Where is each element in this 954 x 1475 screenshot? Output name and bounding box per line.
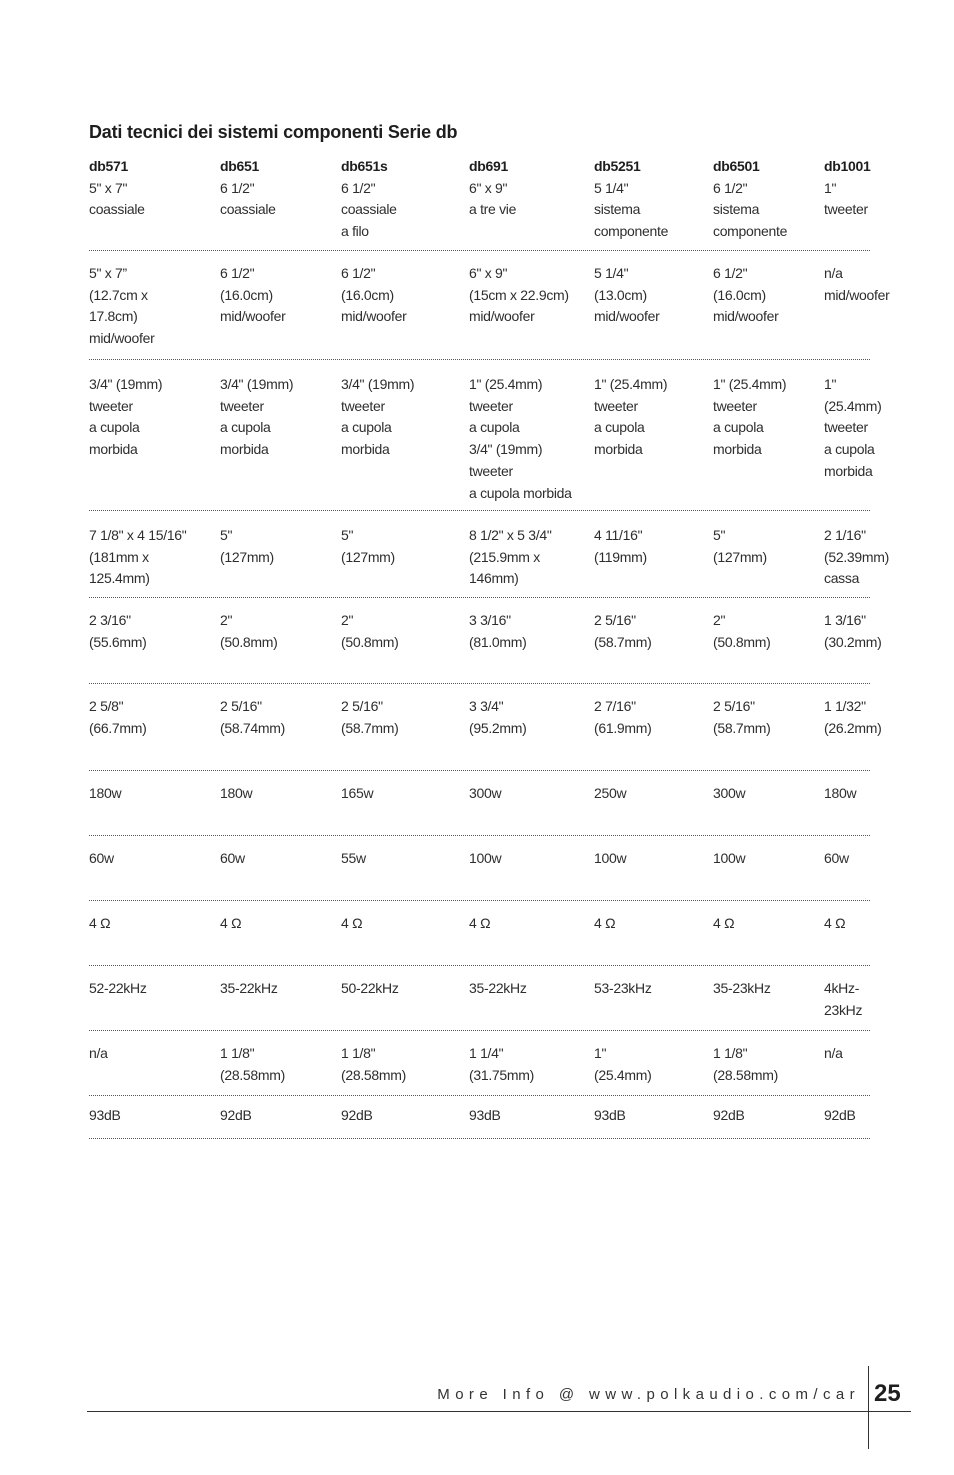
table-cell: 1" (25.4mm) (594, 1045, 652, 1083)
model-name: db6501 (713, 158, 760, 174)
table-cell: n/a (89, 1045, 108, 1061)
table-cell: 1 1/8" (28.58mm) (713, 1045, 778, 1083)
table-cell: 1 1/32" (26.2mm) (824, 698, 882, 736)
table-row (89, 771, 870, 836)
table-cell: 3/4" (19mm) tweeter a cupola morbida (220, 376, 294, 458)
table-cell: 6" x 9" (15cm x 22.9cm) mid/woofer (469, 265, 569, 325)
table-cell: 100w (713, 850, 746, 866)
table-cell: 3/4" (19mm) tweeter a cupola morbida (89, 376, 163, 458)
table-cell: 35-22kHz (220, 980, 278, 996)
model-desc: 1" tweeter (824, 179, 868, 218)
table-cell: 3/4" (19mm) tweeter a cupola morbida (341, 376, 415, 458)
model-desc: 6 1/2" coassiale (220, 179, 276, 218)
table-cell: 4kHz-23kHz (824, 980, 863, 1018)
table-row (89, 511, 889, 598)
table-cell: 1" (25.4mm) tweeter a cupola morbida (594, 376, 668, 458)
table-row (89, 1031, 870, 1096)
table-cell: 93dB (469, 1107, 501, 1123)
table-cell: 4 Ω (220, 915, 242, 931)
table-cell: 60w (824, 850, 849, 866)
table-cell: 92dB (341, 1107, 373, 1123)
table-cell: 2 7/16" (61.9mm) (594, 698, 652, 736)
model-desc: 6 1/2" coassiale a filo (341, 179, 397, 240)
table-cell: 250w (594, 785, 627, 801)
model-desc: 6" x 9" a tre vie (469, 179, 517, 218)
spec-table (89, 154, 904, 1139)
table-cell: 2 3/16" (55.6mm) (89, 612, 147, 650)
table-cell: 4 Ω (824, 915, 846, 931)
table-cell: 6 1/2" (16.0cm) mid/woofer (713, 265, 779, 325)
model-name: db5251 (594, 158, 641, 174)
table-cell: 93dB (89, 1107, 121, 1123)
table-cell: 92dB (824, 1107, 856, 1123)
table-cell: 180w (220, 785, 253, 801)
table-cell: 4 Ω (341, 915, 363, 931)
model-desc: 6 1/2" sistema componente (713, 179, 788, 240)
model-name: db651 (220, 158, 259, 174)
table-cell: 6 1/2" (16.0cm) mid/woofer (341, 265, 407, 325)
table-cell: 5 1/4" (13.0cm) mid/woofer (594, 265, 660, 325)
model-desc: 5" x 7" coassiale (89, 179, 145, 218)
table-cell: 5" x 7” (12.7cm x 17.8cm) mid/woofer (89, 265, 155, 347)
page-number: 25 (874, 1380, 901, 1407)
table-cell: 1" (25.4mm) tweeter a cupola morbida (713, 376, 787, 458)
footer-divider (868, 1366, 869, 1449)
table-cell: 100w (469, 850, 502, 866)
table-cell: 60w (89, 850, 114, 866)
table-cell: 52-22kHz (89, 980, 147, 996)
table-cell: 5" (127mm) (341, 527, 395, 565)
table-cell: 2 5/16" (58.7mm) (594, 612, 652, 650)
table-cell: 7 1/8" x 4 15/16" (181mm x 125.4mm) (89, 527, 187, 587)
footer-rule (87, 1411, 911, 1412)
table-cell: 1 1/4" (31.75mm) (469, 1045, 534, 1083)
table-cell: 165w (341, 785, 374, 801)
table-cell: 3 3/4" (95.2mm) (469, 698, 527, 736)
table-cell: 4 Ω (89, 915, 111, 931)
table-cell: 53-23kHz (594, 980, 652, 996)
table-cell: 2 1/16" (52.39mm) cassa (824, 527, 889, 587)
table-row (89, 901, 870, 966)
table-cell: 55w (341, 850, 366, 866)
header-cell (469, 156, 516, 221)
table-cell: 6 1/2" (16.0cm) mid/woofer (220, 265, 286, 325)
table-cell: 2 5/8" (66.7mm) (89, 698, 147, 736)
header-cell (824, 156, 870, 221)
model-name: db571 (89, 158, 128, 174)
table-cell: 300w (469, 785, 502, 801)
table-cell: 1 1/8" (28.58mm) (341, 1045, 406, 1083)
table-cell: 35-22kHz (469, 980, 527, 996)
table-cell: 60w (220, 850, 245, 866)
table-cell: 2" (50.8mm) (713, 612, 771, 650)
table-cell: 180w (824, 785, 857, 801)
table-cell: 2 5/16" (58.74mm) (220, 698, 285, 736)
table-row (89, 360, 882, 511)
table-cell: 4 Ω (594, 915, 616, 931)
table-cell: 3 3/16" (81.0mm) (469, 612, 527, 650)
table-cell: 1 3/16" (30.2mm) (824, 612, 882, 650)
table-cell: 8 1/2" x 5 3/4" (215.9mm x 146mm) (469, 527, 552, 587)
table-cell: 5" (127mm) (220, 527, 274, 565)
table-cell: 4 Ω (713, 915, 735, 931)
table-cell: 2" (50.8mm) (220, 612, 278, 650)
table-cell: 4 Ω (469, 915, 491, 931)
table-cell: 50-22kHz (341, 980, 399, 996)
table-row (89, 684, 882, 771)
table-cell: n/a mid/woofer (824, 265, 890, 303)
header-cell (89, 156, 145, 221)
header-cell (341, 156, 397, 243)
header-cell (713, 156, 787, 243)
table-cell: 5" (127mm) (713, 527, 767, 565)
table-row (89, 1096, 870, 1139)
table-cell: 2 5/16" (58.7mm) (713, 698, 771, 736)
table-cell: 1" (25.4mm) tweeter a cupola 3/4" (19mm) tweeter a cupola morbida (469, 376, 572, 501)
table-cell: 180w (89, 785, 122, 801)
model-name: db691 (469, 158, 508, 174)
table-cell: 1 1/8" (28.58mm) (220, 1045, 285, 1083)
table-cell: 35-23kHz (713, 980, 771, 996)
header-row (89, 154, 870, 251)
page-title: Dati tecnici dei sistemi componenti Serie db (89, 122, 458, 142)
table-row (89, 251, 890, 360)
header-cell (594, 156, 668, 243)
table-cell: 300w (713, 785, 746, 801)
table-cell: 100w (594, 850, 627, 866)
table-row (89, 598, 882, 684)
model-name: db1001 (824, 158, 871, 174)
table-cell: 2" (50.8mm) (341, 612, 399, 650)
table-row (89, 836, 870, 901)
footer-website: More Info @ www.polkaudio.com/car (437, 1386, 860, 1403)
model-desc: 5 1/4" sistema componente (594, 179, 669, 240)
table-cell: 92dB (220, 1107, 252, 1123)
table-cell: 92dB (713, 1107, 745, 1123)
header-cell (220, 156, 276, 221)
model-name: db651s (341, 158, 388, 174)
table-row (89, 966, 870, 1031)
table-cell: n/a (824, 1045, 843, 1061)
table-cell: 4 11/16" (119mm) (594, 527, 647, 565)
table-cell: 93dB (594, 1107, 626, 1123)
table-cell: 2 5/16" (58.7mm) (341, 698, 399, 736)
table-cell: 1" (25.4mm) tweeter a cupola morbida (824, 376, 882, 479)
